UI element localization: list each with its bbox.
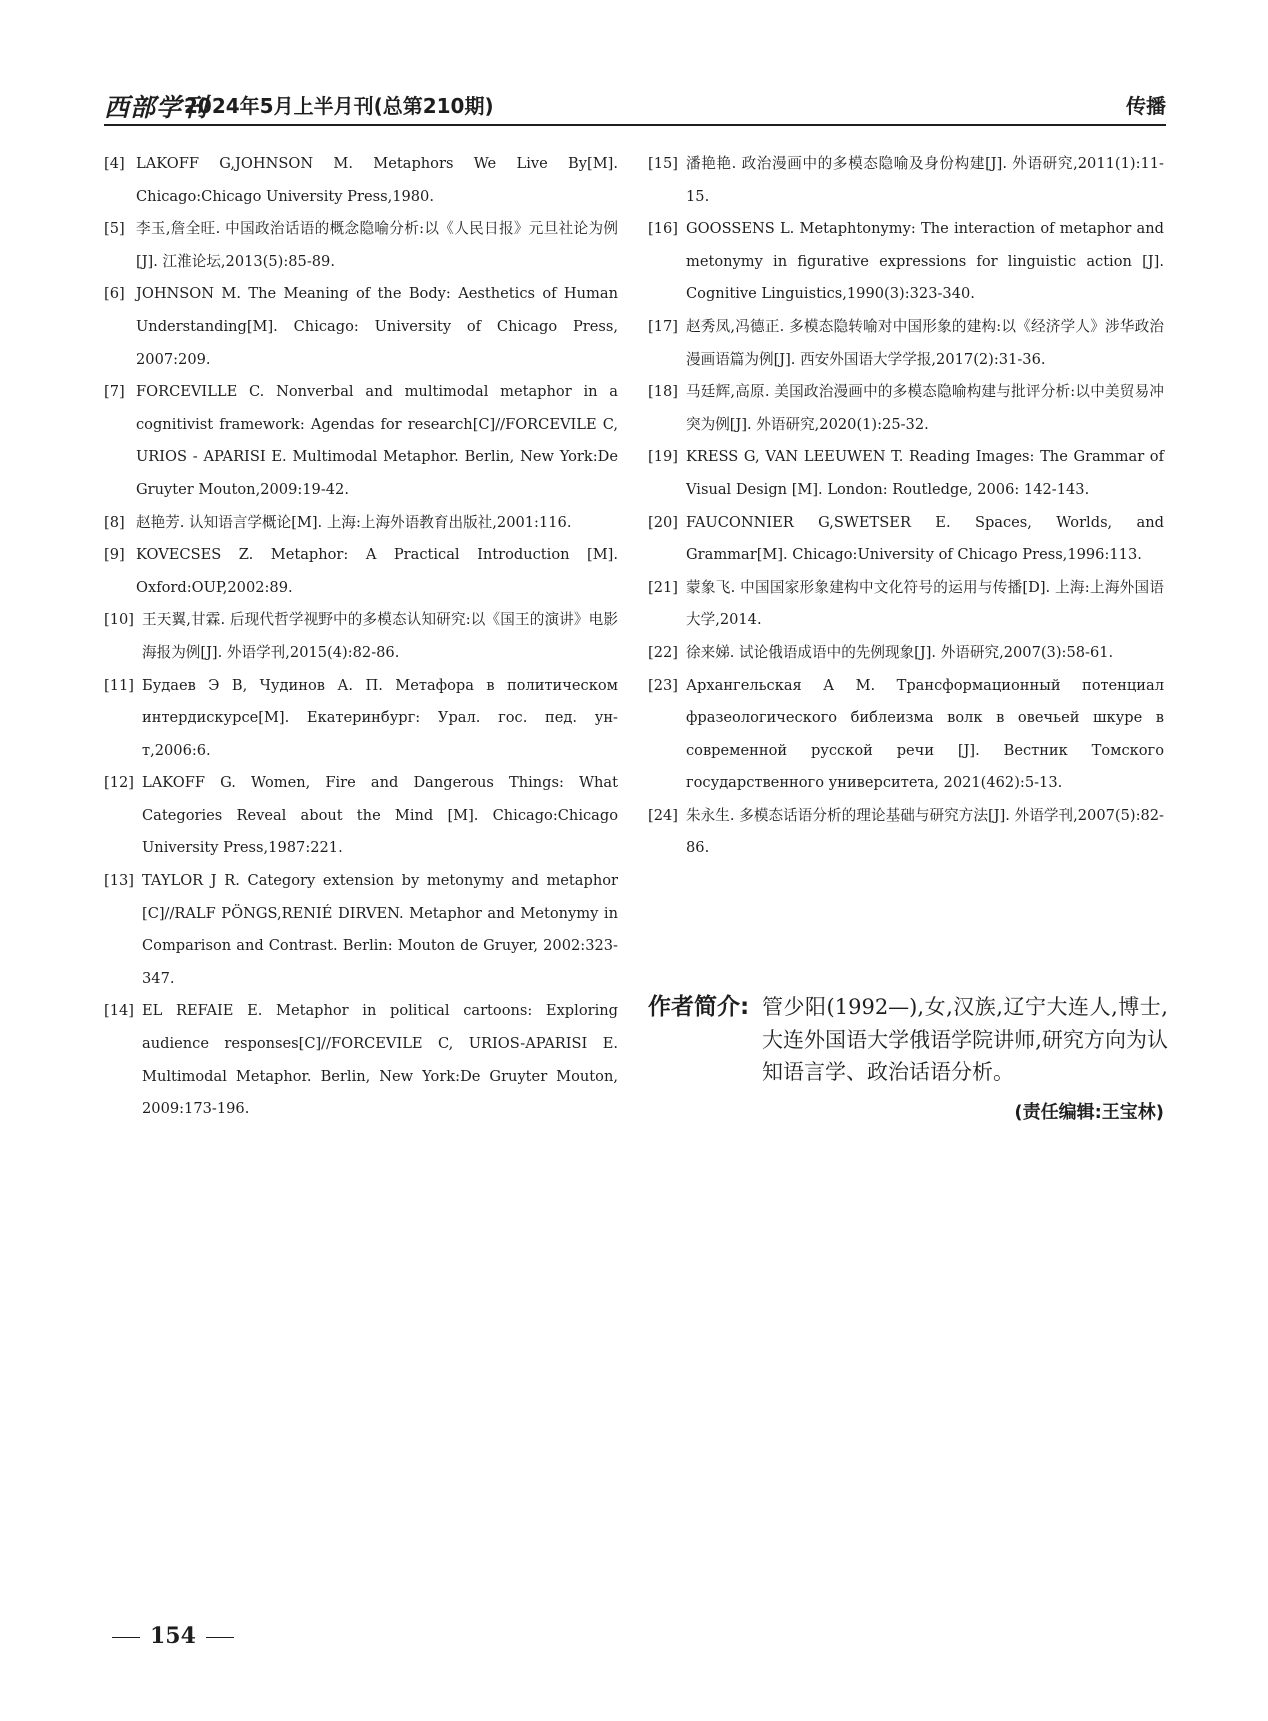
reference-item: [104, 507, 618, 540]
reference-text: 徐来娣. 试论俄语成语中的先例现象[J]. 外语研究,2007(3):58-61.: [686, 643, 1114, 661]
reference-number: [6]: [104, 285, 125, 303]
reference-text: 朱永生. 多模态话语分析的理论基础与研究方法[J]. 外语学刊,2007(5):82-86.: [686, 806, 1164, 857]
reference-item: [648, 441, 1164, 506]
reference-text: Архангельская А М. Трансформационный потенциал фразеологического библеизма волк в овечьей шкуре в современной русской речи [J]. Вестник Томского государственного университета, 2021(462):5-13.: [686, 676, 1164, 792]
page-number: 154: [150, 1623, 196, 1649]
reference-number: [17]: [648, 317, 678, 335]
reference-text: 蒙象飞. 中国国家形象建构中文化符号的运用与传播[D]. 上海:上海外国语大学,2014.: [686, 578, 1164, 629]
reference-text: GOOSSENS L. Metaphtonymy: The interaction of metaphor and metonymy in figurative expressions for linguistic action [J]. Cognitive Linguistics,1990(3):323-340.: [686, 220, 1164, 303]
reference-item: [104, 604, 618, 669]
reference-number: [8]: [104, 513, 125, 531]
reference-text: 潘艳艳. 政治漫画中的多模态隐喻及身份构建[J]. 外语研究,2011(1):11-15.: [686, 155, 1164, 205]
reference-text: FAUCONNIER G,SWETSER E. Spaces, Worlds, and Grammar[M]. Chicago:University of Chicago Press,1996:113.: [686, 513, 1164, 564]
folio-dash-right: [206, 1637, 234, 1638]
reference-number: [7]: [104, 383, 125, 401]
author-bio-label: 作者简介:: [648, 994, 750, 1020]
reference-item: [648, 670, 1164, 800]
reference-item: [104, 865, 618, 995]
folio-dash-left: [112, 1637, 140, 1638]
reference-text: Будаев Э В, Чудинов А. П. Метафора в политическом интердискурсе[M]. Екатеринбург: Урал. гос. пед. ун-т,2006:6.: [142, 676, 618, 759]
reference-text: TAYLOR J R. Category extension by metonymy and metaphor [C]//RALF PÖNGS,RENIÉ DIRVEN. Metaphor and Metonymy in Comparison and Contrast. Berlin: Mouton de Gruyer, 2002:323-347.: [142, 872, 618, 987]
page-folio: [112, 1623, 244, 1649]
reference-item: [648, 637, 1164, 670]
reference-item: [648, 507, 1164, 572]
editor-credit: (责任编辑:王宝林): [1014, 1102, 1164, 1123]
reference-text: 李玉,詹全旺. 中国政治话语的概念隐喻分析:以《人民日报》元旦社论为例[J]. 江淮论坛,2013(5):85-89.: [136, 220, 618, 270]
reference-number: [24]: [648, 806, 678, 824]
reference-text: 王天翼,甘霖. 后现代哲学视野中的多模态认知研究:以《国王的演讲》电影海报为例[J]. 外语学刊,2015(4):82-86.: [142, 611, 618, 661]
author-bio: [648, 991, 1168, 1089]
issue-info: 2024年5月上半月刊(总第210期): [184, 94, 494, 118]
reference-item: [104, 767, 618, 865]
reference-number: [21]: [648, 578, 678, 596]
reference-text: 马廷辉,高原. 美国政治漫画中的多模态隐喻构建与批评分析:以中美贸易冲突为例[J]. 外语研究,2020(1):25-32.: [686, 383, 1164, 433]
reference-number: [19]: [648, 448, 678, 466]
header-rule: [104, 124, 1166, 126]
reference-number: [4]: [104, 155, 125, 172]
journal-logo: 西部学刊: [104, 93, 209, 122]
reference-item: [648, 311, 1164, 376]
reference-item: [104, 539, 618, 604]
section-title: 传播: [1126, 94, 1166, 118]
reference-number: [12]: [104, 774, 134, 792]
reference-item: [104, 213, 618, 278]
reference-text: LAKOFF G,JOHNSON M. Metaphors We Live By[M]. Chicago:Chicago University Press,1980.: [136, 155, 618, 205]
references-left-column: [104, 148, 618, 1126]
page-header: [104, 88, 1166, 122]
reference-text: 赵艳芳. 认知语言学概论[M]. 上海:上海外语教育出版社,2001:116.: [136, 513, 572, 531]
author-bio-text: 管少阳(1992—),女,汉族,辽宁大连人,博士,大连外国语大学俄语学院讲师,研究方向为认知语言学、政治话语分析。: [762, 995, 1168, 1085]
reference-number: [11]: [104, 676, 134, 694]
reference-number: [18]: [648, 383, 678, 401]
reference-item: [104, 670, 618, 768]
reference-number: [5]: [104, 220, 125, 238]
reference-number: [13]: [104, 872, 134, 890]
reference-text: LAKOFF G. Women, Fire and Dangerous Things: What Categories Reveal about the Mind [M]. Chicago:Chicago University Press,1987:221.: [142, 774, 618, 857]
reference-item: [104, 148, 618, 213]
reference-item: [104, 376, 618, 506]
reference-number: [10]: [104, 611, 134, 629]
reference-number: [20]: [648, 513, 678, 531]
reference-item: [648, 213, 1164, 311]
reference-text: 赵秀凤,冯德正. 多模态隐转喻对中国形象的建构:以《经济学人》涉华政治漫画语篇为例[J]. 西安外国语大学学报,2017(2):31-36.: [686, 317, 1164, 368]
reference-item: [104, 278, 618, 376]
references-right-column: [648, 148, 1164, 865]
reference-item: [104, 995, 618, 1125]
reference-text: KRESS G, VAN LEEUWEN T. Reading Images: The Grammar of Visual Design [M]. London: Routledge, 2006: 142-143.: [686, 448, 1164, 498]
reference-text: KOVECSES Z. Metaphor: A Practical Introduction [M]. Oxford:OUP,2002:89.: [136, 546, 618, 596]
reference-text: EL REFAIE E. Metaphor in political cartoons: Exploring audience responses[C]//FORCEVILE C, URIOS-APARISI E. Multimodal Metaphor. Berlin, New York:De Gruyter Mouton, 2009:173-196.: [142, 1002, 618, 1118]
reference-item: [648, 148, 1164, 213]
reference-number: [14]: [104, 1002, 134, 1020]
reference-item: [648, 572, 1164, 637]
reference-number: [22]: [648, 643, 678, 661]
reference-text: FORCEVILLE C. Nonverbal and multimodal metaphor in a cognitivist framework: Agendas for research[C]//FORCEVILE C, URIOS - APARISI E. Multimodal Metaphor. Berlin, New York:De Gruyter Mouton,2009:19-42.: [136, 383, 618, 498]
reference-item: [648, 800, 1164, 865]
reference-item: [648, 376, 1164, 441]
reference-number: [16]: [648, 220, 678, 238]
reference-text: JOHNSON M. The Meaning of the Body: Aesthetics of Human Understanding[M]. Chicago: University of Chicago Press, 2007:209.: [136, 285, 618, 368]
reference-number: [9]: [104, 546, 125, 564]
reference-number: [15]: [648, 155, 678, 172]
reference-number: [23]: [648, 676, 678, 694]
